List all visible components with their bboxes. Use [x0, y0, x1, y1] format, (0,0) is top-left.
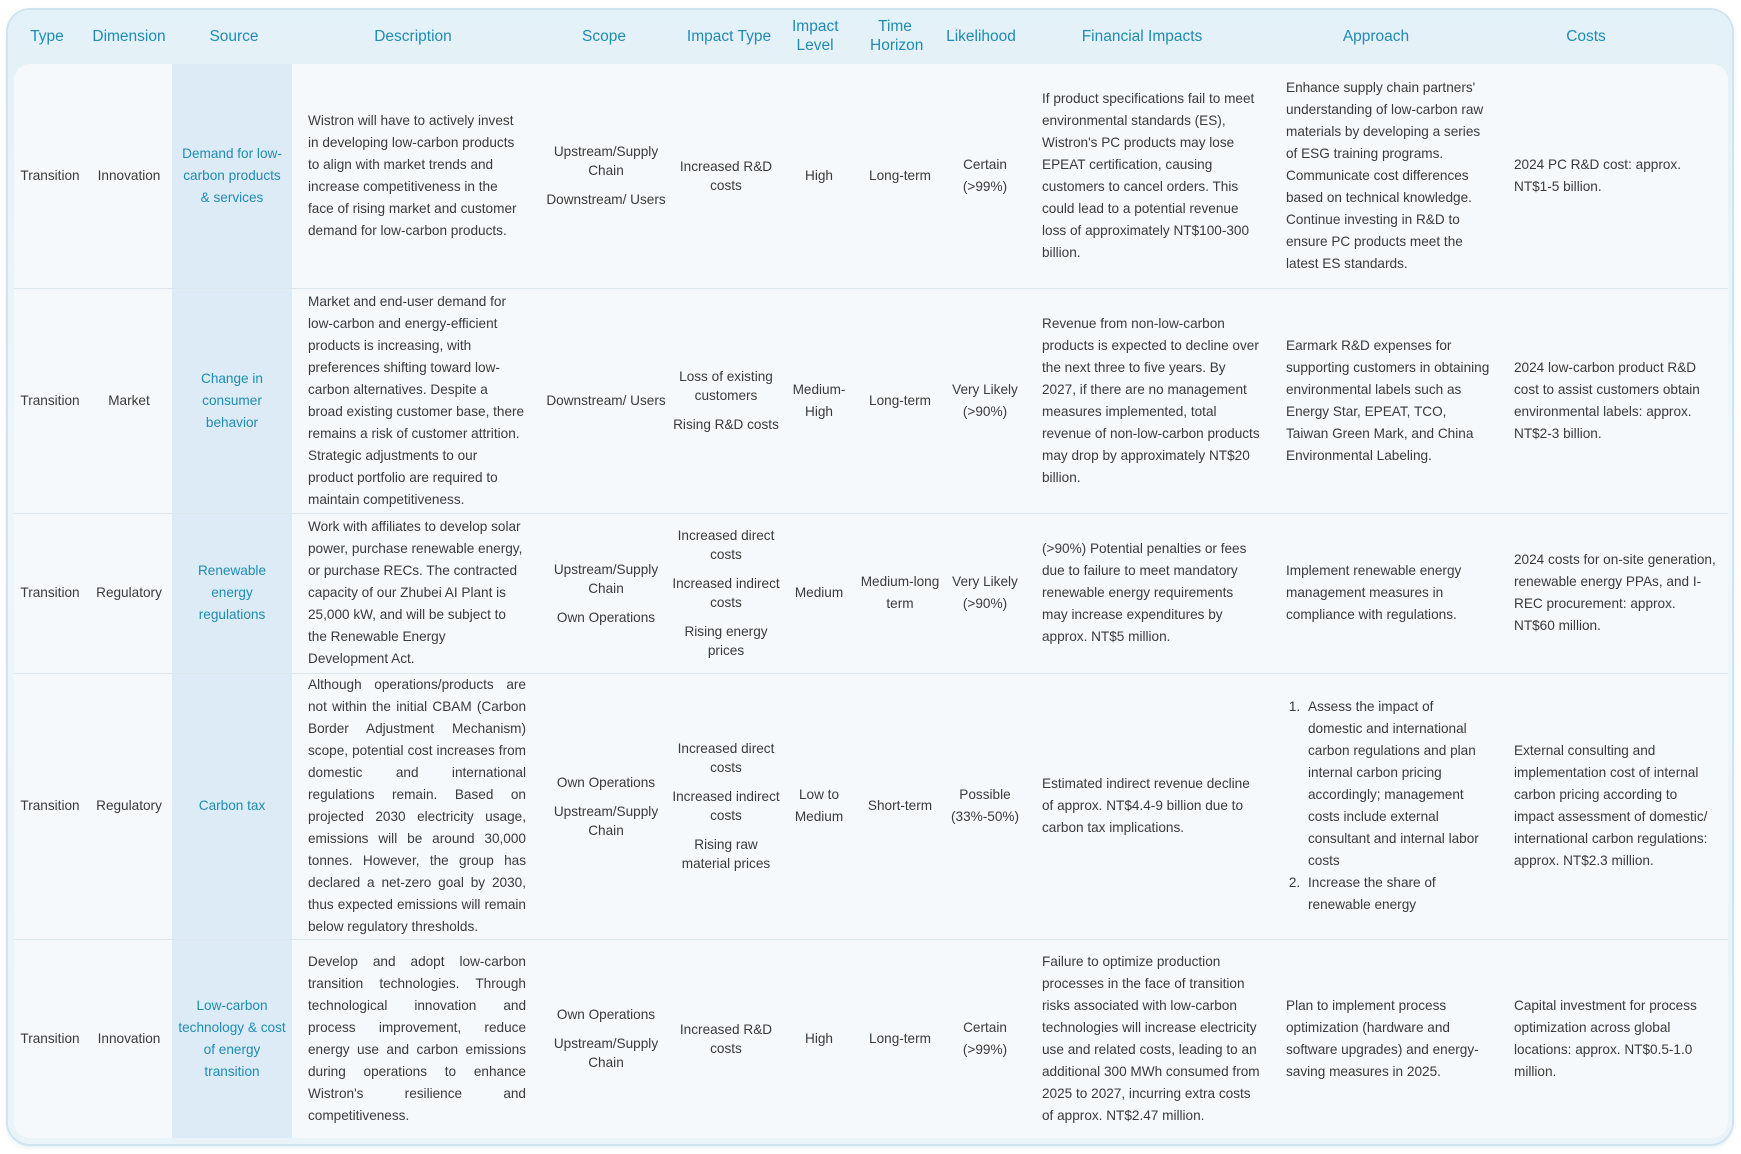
cell-costs: 2024 costs for on-site generation, renewable energy PPAs, and I-REC procurement: approx. NT$60 million.	[1500, 513, 1728, 673]
impact-type-item: Increased R&D costs	[679, 158, 773, 193]
header-source: Source	[209, 27, 259, 45]
scope-item: Upstream/Supply Chain	[553, 144, 659, 179]
header-scope: Scope	[582, 27, 626, 45]
header-description: Description	[374, 27, 452, 45]
cell-type: Transition	[20, 1030, 80, 1046]
table-row	[14, 513, 1728, 673]
scope-item: Downstream/ Users	[546, 192, 666, 208]
scope-item: Upstream/Supply Chain	[553, 803, 659, 838]
cell-costs: 2024 PC R&D cost: approx. NT$1-5 billion.	[1500, 64, 1728, 288]
risk-table	[14, 64, 1728, 1138]
cell-impact-type	[670, 64, 782, 288]
cell-time-horizon: Short-term	[856, 673, 944, 939]
impact-type-item: Increased direct costs	[677, 741, 775, 775]
scope-item: Own Operations	[556, 1007, 656, 1023]
cell-impact-type	[670, 939, 782, 1138]
cell-likelihood: Very Likely (>90%)	[944, 513, 1026, 673]
cell-scope	[542, 513, 670, 673]
header-dimension: Dimension	[92, 27, 166, 45]
scope-item: Own Operations	[556, 609, 656, 625]
impact-type-item: Increased direct costs	[677, 528, 775, 562]
cell-likelihood: Certain (>99%)	[962, 1019, 1008, 1057]
cell-impact-level: Medium	[782, 513, 856, 673]
cell-source: Low-carbon technology & cost of energy transition	[172, 939, 292, 1138]
impact-type-item: Rising R&D costs	[673, 417, 779, 432]
cell-scope	[542, 288, 670, 513]
cell-dimension: Regulatory	[86, 673, 172, 939]
cell-financial-impacts: Revenue from non-low-carbon products is expected to decline over the next three to five years. By 2027, if there are no management measures implemented, total revenue of non-low-carbon products may drop by approximately NT$20 billion.	[1026, 288, 1272, 513]
cell-impact-type	[670, 288, 782, 513]
header-costs: Costs	[1566, 27, 1606, 45]
impact-type-item: Increased indirect costs	[672, 789, 780, 823]
approach-list	[1286, 696, 1490, 916]
scope-item: Own Operations	[556, 774, 656, 790]
cell-financial-impacts: Failure to optimize production processes in the face of transition risks associated with low-carbon technologies will increase electricity use and related costs, leading to an additional 300 MWh consumed from 2025 to 2027, incurring extra costs of approx. NT$2.47 million.	[1042, 953, 1260, 1123]
cell-description: Although operations/products are not within the initial CBAM (Carbon Border Adjustment Mechanism) scope, potential cost increases from domestic and international regulations remain. Based on projected 2030 electricity usage, emissions will be around 30,000 tonnes. However, the group has declared a net-zero goal by 2030, thus expected emissions will remain below regulatory thresholds.	[292, 673, 542, 939]
cell-source: Renewable energy regulations	[172, 513, 292, 673]
cell-time-horizon: Long-term	[856, 288, 944, 513]
cell-time-horizon: Long-term	[869, 1030, 931, 1046]
scope-item: Upstream/Supply Chain	[553, 1036, 659, 1071]
cell-financial-impacts: If product specifications fail to meet environmental standards (ES), Wistron's PC products may lose EPEAT certification, causing customers to cancel orders. This could lead to a potential revenue loss of approximately NT$100-300 billion.	[1026, 64, 1272, 288]
table-row	[14, 64, 1728, 288]
cell-dimension: Innovation	[86, 64, 172, 288]
header-impact-level: Impact Level	[792, 18, 839, 54]
cell-description: Market and end-user demand for low-carbon and energy-efficient products is increasing, with preferences shifting toward low-carbon alternatives. Despite a broad existing customer base, there remains a risk of customer attrition. Strategic adjustments to our product portfolio are required to maintain competitiveness.	[292, 288, 542, 513]
cell-dimension: Market	[86, 288, 172, 513]
cell-approach: Enhance supply chain partners' understanding of low-carbon raw materials by developing a series of ESG training programs. Communicate cost differences based on technical knowledge. Continue investing in R&D to ensure PC products meet the latest ES standards.	[1272, 64, 1500, 288]
approach-list-item: 2. Increase the share of renewable energy	[1304, 872, 1490, 916]
cell-source: Demand for low-carbon products & services	[172, 64, 292, 288]
cell-type: Transition	[14, 64, 86, 288]
cell-impact-level: Medium-High	[782, 288, 856, 513]
cell-type: Transition	[14, 673, 86, 939]
cell-source: Change in consumer behavior	[172, 288, 292, 513]
cell-scope	[542, 939, 670, 1138]
table-row	[14, 288, 1728, 513]
risk-table-panel	[8, 10, 1732, 1144]
cell-source: Carbon tax	[172, 673, 292, 939]
cell-costs: Capital investment for process optimization across global locations: approx. NT$0.5-1.0 million.	[1514, 997, 1697, 1079]
cell-description: Develop and adopt low-carbon transition technologies. Through technological innovation and process improvement, reduce energy use and carbon emissions during operations to enhance Wistron's resilience and competitiveness.	[308, 953, 526, 1123]
cell-time-horizon: Long-term	[856, 64, 944, 288]
cell-description: Wistron will have to actively invest in developing low-carbon products to align with market trends and increase competitiveness in the face of rising market and customer demand for low-carbon products.	[292, 64, 542, 288]
cell-impact-level: High	[805, 1030, 833, 1046]
cell-impact-type	[670, 673, 782, 939]
cell-description: Work with affiliates to develop solar power, purchase renewable energy, or purchase RECs. The contracted capacity of our Zhubei AI Plant is 25,000 kW, and will be subject to the Renewable Energy Development Act.	[292, 513, 542, 673]
cell-approach: Plan to implement process optimization (hardware and software upgrades) and energy-saving measures in 2025.	[1286, 997, 1479, 1079]
cell-financial-impacts: (>90%) Potential penalties or fees due to failure to meet mandatory renewable energy requirements may increase expenditures by approx. NT$5 million.	[1026, 513, 1272, 673]
cell-dimension: Regulatory	[86, 513, 172, 673]
cell-approach: Implement renewable energy management measures in compliance with regulations.	[1272, 513, 1500, 673]
header-impact-type: Impact Type	[686, 27, 772, 45]
cell-approach	[1272, 673, 1500, 939]
cell-approach: Earmark R&D expenses for supporting customers in obtaining environmental labels such as Energy Star, EPEAT, TCO, Taiwan Green Mark, and China Environmental Labeling.	[1272, 288, 1500, 513]
impact-type-item: Increased R&D costs	[679, 1021, 773, 1056]
cell-financial-impacts: Estimated indirect revenue decline of approx. NT$4.4-9 billion due to carbon tax implications.	[1026, 673, 1272, 939]
cell-impact-level: High	[782, 64, 856, 288]
scope-item: Upstream/Supply Chain	[553, 561, 659, 596]
impact-type-item: Increased indirect costs	[672, 576, 780, 610]
scope-item: Downstream/ Users	[546, 393, 666, 408]
table-row	[14, 673, 1728, 939]
approach-list-item: 1. Assess the impact of domestic and international carbon regulations and plan internal carbon pricing accordingly; management costs include external consultant and internal labor costs	[1304, 696, 1490, 872]
cell-impact-type	[670, 513, 782, 673]
header-financial-impacts: Financial Impacts	[1081, 27, 1203, 45]
header-type: Type	[30, 27, 64, 45]
cell-likelihood: Very Likely (>90%)	[944, 288, 1026, 513]
cell-costs: 2024 low-carbon product R&D cost to assist customers obtain environmental labels: approx. NT$2-3 billion.	[1500, 288, 1728, 513]
cell-dimension: Innovation	[97, 1030, 161, 1046]
cell-type: Transition	[14, 288, 86, 513]
cell-type: Transition	[14, 513, 86, 673]
header-approach: Approach	[1342, 27, 1410, 45]
cell-scope	[542, 64, 670, 288]
cell-time-horizon: Medium-long term	[856, 513, 944, 673]
cell-impact-level: Low to Medium	[782, 673, 856, 939]
cell-likelihood: Certain (>99%)	[944, 64, 1026, 288]
impact-type-item: Rising energy prices	[684, 624, 768, 658]
header-time-horizon: Time Horizon	[870, 18, 924, 54]
table-row	[14, 939, 1728, 1138]
cell-scope	[542, 673, 670, 939]
table-header	[8, 10, 1732, 62]
header-likelihood: Likelihood	[946, 27, 1016, 45]
table-body	[14, 64, 1728, 1138]
cell-costs: External consulting and implementation cost of internal carbon pricing according to impact assessment of domestic/ international carbon regulations: approx. NT$2.3 million.	[1500, 673, 1728, 939]
cell-likelihood: Possible (33%-50%)	[944, 673, 1026, 939]
impact-type-item: Loss of existing customers	[679, 369, 773, 403]
impact-type-item: Rising raw material prices	[681, 837, 771, 871]
